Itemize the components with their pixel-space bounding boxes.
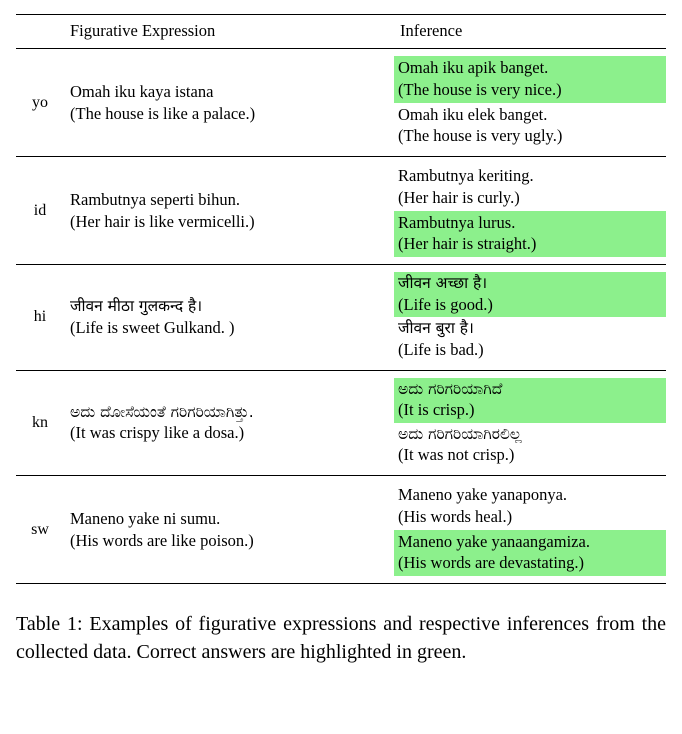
inference-translation: (It is crisp.)	[398, 400, 475, 420]
inference-original: Maneno yake yanaangamiza.	[398, 531, 590, 551]
expression-translation: (Her hair is like vermicelli.)	[70, 211, 255, 231]
expression-original: Maneno yake ni sumu.	[70, 508, 221, 528]
column-header-lang	[16, 15, 64, 49]
expression-original: Rambutnya seperti bihun.	[70, 189, 241, 209]
inference-translation: (The house is very ugly.)	[398, 126, 563, 146]
rule-line	[16, 584, 666, 585]
inference-option-correct	[394, 56, 666, 103]
expression-translation: (The house is like a palace.)	[70, 103, 256, 123]
row-expression	[64, 157, 394, 265]
table-row	[16, 371, 666, 476]
column-header-inference: Inference	[400, 21, 463, 40]
inference-translation: (It was not crisp.)	[398, 445, 515, 465]
table-caption	[16, 610, 666, 667]
column-header-expression: Figurative Expression	[70, 21, 216, 40]
inference-option-correct	[394, 272, 666, 317]
table-row	[16, 157, 666, 265]
expression-original: Omah iku kaya istana	[70, 81, 214, 101]
row-expression	[64, 371, 394, 476]
inference-option	[394, 317, 666, 362]
inference-option	[394, 164, 666, 211]
caption-label: Table 1:	[16, 613, 83, 636]
expression-translation: (It was crispy like a dosa.)	[70, 423, 245, 443]
inference-original: Omah iku elek banget.	[398, 104, 548, 124]
inference-option-correct	[394, 378, 666, 423]
row-inferences	[394, 371, 666, 476]
table-row	[16, 49, 666, 157]
row-expression	[64, 476, 394, 584]
row-inferences	[394, 49, 666, 157]
inference-original: जीवन अच्छा है।	[398, 274, 488, 293]
inference-translation: (His words are devastating.)	[398, 553, 585, 573]
figurative-expressions-table	[16, 14, 666, 584]
inference-original: Maneno yake yanaponya.	[398, 485, 568, 504]
expression-original: जीवन मीठा गुलकन्द है।	[70, 297, 203, 316]
table-row	[16, 265, 666, 370]
inference-translation: (The house is very nice.)	[398, 79, 562, 99]
inference-original: Omah iku apik banget.	[398, 58, 549, 77]
inference-translation: (Life is good.)	[398, 294, 493, 314]
row-language-code: kn	[32, 413, 48, 431]
expression-original: ಅದು ದೋಸೆಯಂತೆ ಗರಿಗರಿಯಾಗಿತ್ತು.	[70, 402, 254, 421]
inference-original: ಅದು ಗರಿಗರಿಯಾಗಿರಲಿಲ್ಲ	[398, 424, 522, 443]
inference-option	[394, 423, 666, 468]
row-inferences	[394, 265, 666, 370]
row-inferences	[394, 476, 666, 584]
expression-translation: (Life is sweet Gulkand. )	[70, 317, 235, 337]
caption-text: Examples of figurative expressions and respective inferences from the collected data. Correct answers are highlighted in green.	[16, 613, 667, 664]
row-language-code: sw	[31, 520, 49, 538]
inference-original: Rambutnya keriting.	[398, 166, 534, 186]
inference-original: जीवन बुरा है।	[398, 319, 474, 338]
inference-translation: (His words heal.)	[398, 506, 513, 526]
inference-option-correct	[394, 530, 666, 577]
row-language-code: yo	[32, 93, 48, 111]
row-language-code: hi	[33, 308, 47, 326]
inference-translation: (Life is bad.)	[398, 339, 484, 359]
expression-translation: (His words are like poison.)	[70, 530, 254, 550]
row-expression	[64, 49, 394, 157]
table-bottom-rule	[16, 584, 666, 585]
row-language-code: id	[33, 201, 47, 219]
table-header-row	[16, 15, 666, 49]
inference-translation: (Her hair is straight.)	[398, 234, 537, 254]
table-row	[16, 476, 666, 584]
inference-option	[394, 103, 666, 150]
inference-option	[394, 483, 666, 530]
inference-original: Rambutnya lurus.	[398, 212, 516, 232]
inference-option-correct	[394, 211, 666, 258]
row-inferences	[394, 157, 666, 265]
row-expression	[64, 265, 394, 370]
inference-original: ಅದು ಗರಿಗರಿಯಾಗಿದೆ	[398, 379, 503, 398]
inference-translation: (Her hair is curly.)	[398, 187, 520, 207]
